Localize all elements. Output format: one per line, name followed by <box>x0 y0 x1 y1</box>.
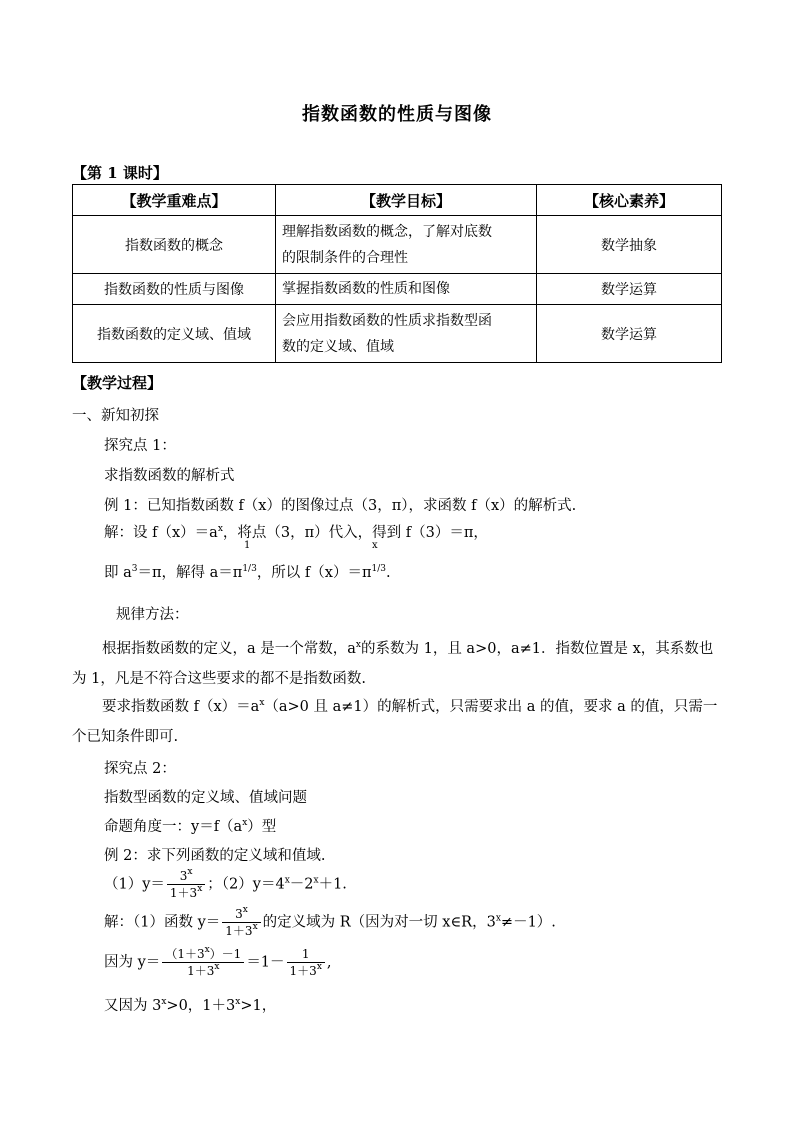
method-label: 规律方法： <box>116 607 189 623</box>
solution-1-line-2: 即 $a^3=\pi$，解得 $a=\pi^{1/3}$，所以 $f(x)=\pi^{1/3}$. <box>104 564 391 581</box>
table-header-literacy: 【核心素养】 <box>537 185 722 216</box>
table-cell-point: 指数函数的概念 <box>73 216 276 274</box>
table-cell-point: 指数函数的性质与图像 <box>73 274 276 305</box>
angle-1: 命题角度一：$y=f(a^x)$型 <box>104 818 277 835</box>
table-header-goal: 【教学目标】 <box>276 185 537 216</box>
fraction: $\frac{(1+3^x)-1}{1+3^x}$ <box>162 946 244 979</box>
example-2: 例 2：求下列函数的定义域和值域. <box>104 848 326 864</box>
fraction: $\frac{1}{1+3^x}$ <box>287 946 325 979</box>
table-header-row <box>73 185 722 216</box>
table-cell-literacy: 数学抽象 <box>537 216 722 274</box>
table-cell-goal: 理解指数函数的概念，了解对底数 的限制条件的合理性 <box>276 216 537 274</box>
stray-superscript-x: x <box>372 540 378 551</box>
fraction: $\frac{3^x}{1+3^x}$ <box>167 868 205 901</box>
explore-point-1: 探究点 1： <box>104 438 176 454</box>
table-row <box>73 274 722 305</box>
section-heading: 一、新知初探 <box>72 408 159 424</box>
table-cell-point: 指数函数的定义域、值域 <box>73 305 276 363</box>
example-2-questions: （1）y＝ $\frac{3^x}{1+3^x}$ ；$(2)y=4^x-2^x+1$. <box>104 867 347 900</box>
table-cell-literacy: 数学运算 <box>537 305 722 363</box>
method-paragraph-1: 根据指数函数的定义，a 是一个常数，$a^x$的系数为 1，且 a>0，a≠1．指数位置是 x，其系数也为 1，凡是不符合这些要求的都不是指数函数. <box>72 640 714 687</box>
table-row <box>73 305 722 363</box>
solution-2-line-1: 解：（1）函数 y＝ $\frac{3^x}{1+3^x}$ 的定义域为 R（因为对一切 x∈R，$3^x\ne-1$）. <box>104 905 556 938</box>
lesson-label: 【第 1 课时】 <box>72 164 168 182</box>
table-cell-goal: 掌握指数函数的性质和图像 <box>276 274 537 305</box>
table-cell-literacy: 数学运算 <box>537 274 722 305</box>
process-label: 【教学过程】 <box>72 374 163 392</box>
table-row <box>73 216 722 274</box>
fraction: $\frac{3^x}{1+3^x}$ <box>222 906 260 939</box>
explore-topic-2: 指数型函数的定义域、值域问题 <box>104 790 307 806</box>
table-header-point: 【教学重难点】 <box>73 185 276 216</box>
table-cell-goal: 会应用指数函数的性质求指数型函 数的定义域、值域 <box>276 305 537 363</box>
explore-point-2: 探究点 2： <box>104 761 176 777</box>
stray-superscript-1: 1 <box>244 540 251 551</box>
solution-2-line-2: 因为 y＝ $\frac{(1+3^x)-1}{1+3^x}$ ＝1－ $\frac{1}{1+3^x}$ , <box>104 945 332 978</box>
explore-topic-1: 求指数函数的解析式 <box>104 468 235 484</box>
solution-2-line-3: 又因为 $3^x>0$，$1+3^x>1$， <box>104 997 277 1014</box>
solution-1-line-1: 解：设 $f(x)=a^x$，将点（3，π）代入，得到 f（3）＝π， <box>104 524 488 541</box>
example-1: 例 1：已知指数函数 f（x）的图像过点（3，π），求函数 f（x）的解析式. <box>104 498 577 514</box>
page-title: 指数函数的性质与图像 <box>302 104 492 125</box>
objectives-table <box>72 184 722 363</box>
method-paragraph-2: 要求指数函数 $f(x)=a^x(a>0$ 且 a≠1）的解析式，只需要求出 a 的值，要求 a 的值，只需一个已知条件即可. <box>72 698 718 745</box>
